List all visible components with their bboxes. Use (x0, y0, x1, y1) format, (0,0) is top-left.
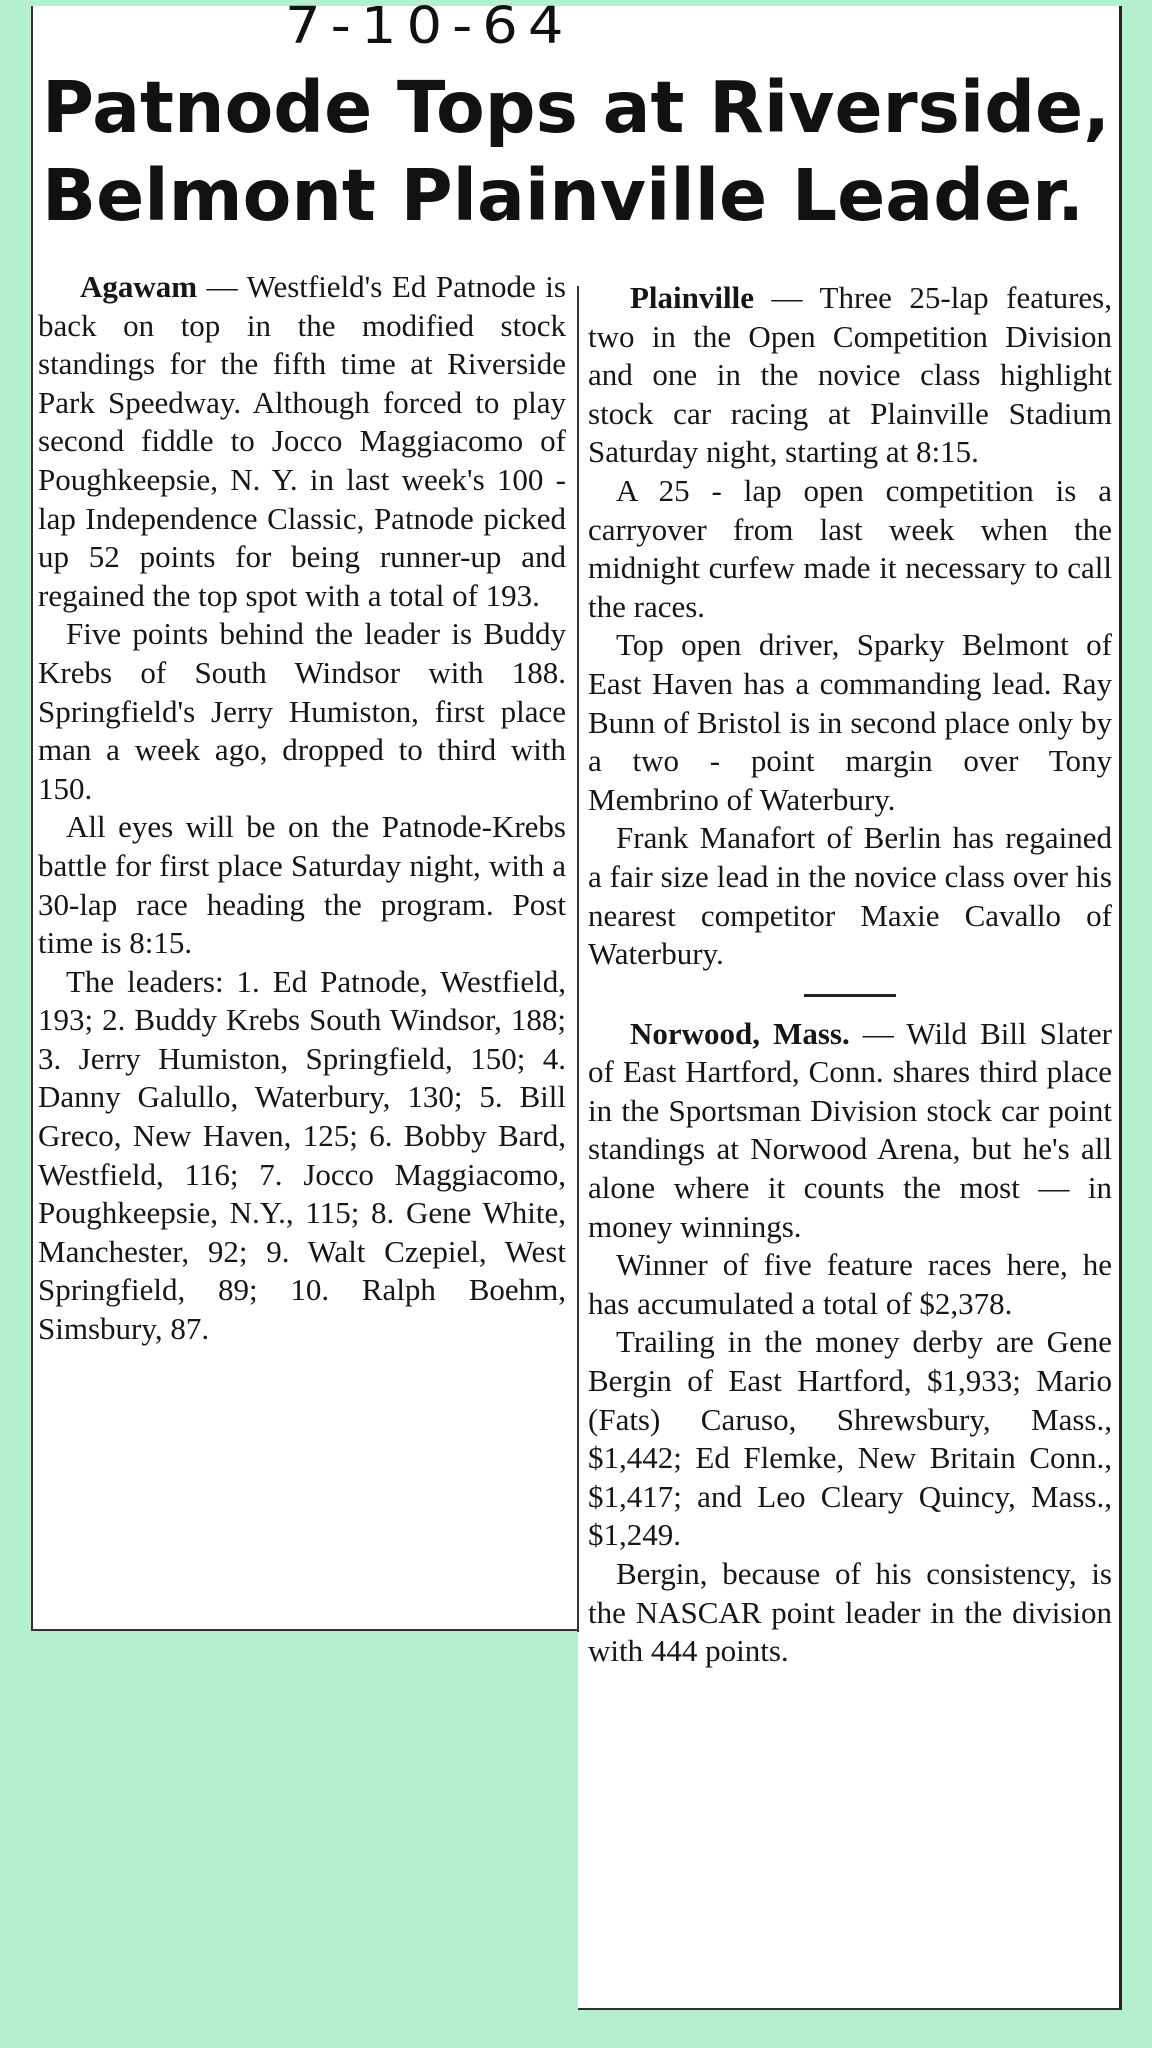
story-riverside-para-1-text: — Westfield's Ed Patnode is back on top in the modified stock standings for the fifth time at Riverside Park Speedway. Although forced to play second fiddle to Jocco Maggiacomo of Poughkeepsie, N. Y. in last week's 100 - lap Independence Classic, Patnode picked up 52 points for being runner-up and regained the top spot with a total of 193. (38, 269, 566, 613)
dateline-agawam: Agawam (80, 269, 198, 304)
story-riverside-para-2: Five points behind the leader is Buddy Krebs of South Windsor with 188. Springfield's Jerry Humiston, first place man a week ago, dropped to third with 150. (38, 616, 566, 806)
story-norwood-para-2: Winner of five feature races here, he has accumulated a total of $2,378. (588, 1247, 1112, 1321)
story-norwood-para-4: Bergin, because of his consistency, is the NASCAR point leader in the division with 444 points. (588, 1556, 1112, 1669)
story-riverside-para-4: The leaders: 1. Ed Patnode, Westfield, 193; 2. Buddy Krebs South Windsor, 188; 3. Jerry Humiston, Springfield, 150; 4. Danny Galullo, Waterbury, 130; 5. Bill Greco, New Haven, 125; 6. Bobby Bard, Westfield, 116; 7. Jocco Maggiacomo, Poughkeepsie, N.Y., 115; 8. Gene White, Manchester, 92; 9. Walt Czepiel, West Springfield, 89; 10. Ralph Boehm, Simsbury, 87. (38, 963, 566, 1347)
dateline-norwood: Norwood, Mass. (630, 1015, 850, 1051)
headline-line-1: Patnode Tops at Riverside, (42, 66, 1111, 149)
headline (42, 64, 1122, 240)
story-plainville-para-1-text: — Three 25-lap features, two in the Open Competition Division and one in the novice class highlight stock car racing at Plainville Stadium Saturday night, starting at 8:15. (588, 280, 1112, 470)
story-norwood-para-1 (588, 1015, 1112, 1247)
story-riverside-para-3: All eyes will be on the Patnode-Krebs battle for first place Saturday night, with a 30-lap race heading the program. Post time is 8:15. (38, 809, 566, 961)
story-norwood-para-3: Trailing in the money derby are Gene Bergin of East Hartford, $1,933; Mario (Fats) Caruso, Shrewsbury, Mass., $1,442; Ed Flemke, New Britain Conn., $1,417; and Leo Cleary Quincy, Mass., $1,249. (588, 1324, 1112, 1553)
story-plainville-para-2: A 25 - lap open competition is a carryover from last week when the midnight curfew made it necessary to call the races. (588, 472, 1112, 624)
right-column (588, 279, 1112, 1671)
story-plainville-para-1 (588, 279, 1112, 472)
handwritten-date: 7-10-64 (285, 0, 574, 56)
story-plainville-para-4: Frank Manafort of Berlin has regained a fair size lead in the novice class over his nearest competitor Maxie Cavallo of Waterbury. (588, 820, 1112, 972)
left-column (38, 268, 566, 1349)
column-divider (577, 286, 579, 1632)
story-plainville-para-3: Top open driver, Sparky Belmont of East Haven has a commanding lead. Ray Bunn of Bristol is in second place only by a two - point margin over Tony Membrino of Waterbury. (588, 627, 1112, 817)
dateline-plainville: Plainville (630, 280, 754, 315)
story-riverside-para-1 (38, 268, 566, 615)
headline-line-2: Belmont Plainville Leader. (42, 154, 1085, 237)
story-divider-rule (804, 994, 896, 997)
story-norwood-para-1-text: — Wild Bill Slater of East Hartford, Conn. shares third place in the Sportsman Division stock car point standings at Norwood Arena, but he's all alone where it counts the most — in money winnings. (588, 1015, 1112, 1244)
